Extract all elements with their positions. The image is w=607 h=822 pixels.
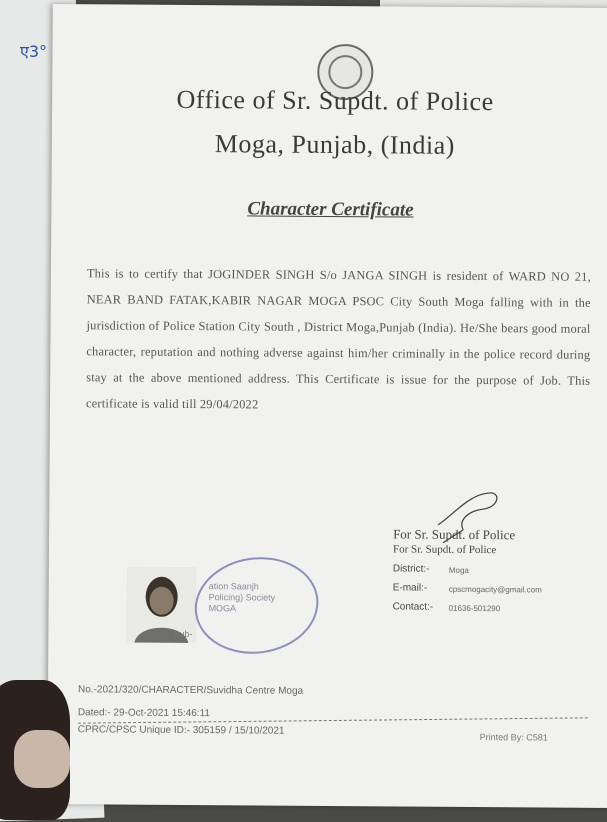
email-value: cpscmogacity@gmail.com [448, 584, 542, 595]
character-certificate-page [47, 4, 607, 808]
office-title-line2: Moga, Punjab, (India) [214, 129, 455, 160]
reference-number: No.-2021/320/CHARACTER/Suvidha Centre Moga [77, 684, 304, 697]
district-label: District:- [392, 563, 430, 575]
email-label: E-mail:- [392, 582, 428, 594]
stamp-sub-label: Sub- [173, 628, 193, 640]
dated-line: Dated:- 29-Oct-2021 15:46:11 [77, 707, 211, 720]
certificate-title: Character Certificate [247, 198, 414, 221]
signature-block [393, 526, 543, 613]
for-sr-supdt-line2: For Sr. Supdt. of Police [392, 543, 497, 557]
thumb [14, 730, 70, 788]
printed-by: Printed By: C581 [479, 732, 548, 743]
contact-label: Contact:- [392, 601, 434, 613]
district-row [393, 563, 542, 575]
for-sr-supdt-line1: For Sr. Supdt. of Police [393, 526, 516, 543]
background-handwriting: ए3° [20, 42, 48, 61]
certificate-body: This is to certify that JOGINDER SINGH S/o JANGA SINGH is resident of WARD NO 21, NEAR BAND FATAK,KABIR NAGAR MOGA PSOC City South Moga falling with in the jurisdiction of Police Station City South , District Moga,Punjab (India). He/She bears good moral character, reputation and nothing adverse against him/her criminally in the police record during stay at the above mentioned address. This Certificate is issue for the purpose of Job. This certificate is valid till 29/04/2022 [85, 266, 591, 412]
cprc-unique-id: CPRC/CPSC Unique ID:- 305159 / 15/10/2021 [77, 724, 285, 737]
email-row [393, 582, 542, 594]
stamp-text: ation Saanjh Policing) Society MOGA [208, 581, 276, 614]
district-value: Moga [448, 565, 469, 575]
office-title-line1: Office of Sr. Supdt. of Police [176, 84, 494, 117]
contact-value: 01636-501290 [448, 603, 501, 614]
contact-row [393, 601, 542, 613]
